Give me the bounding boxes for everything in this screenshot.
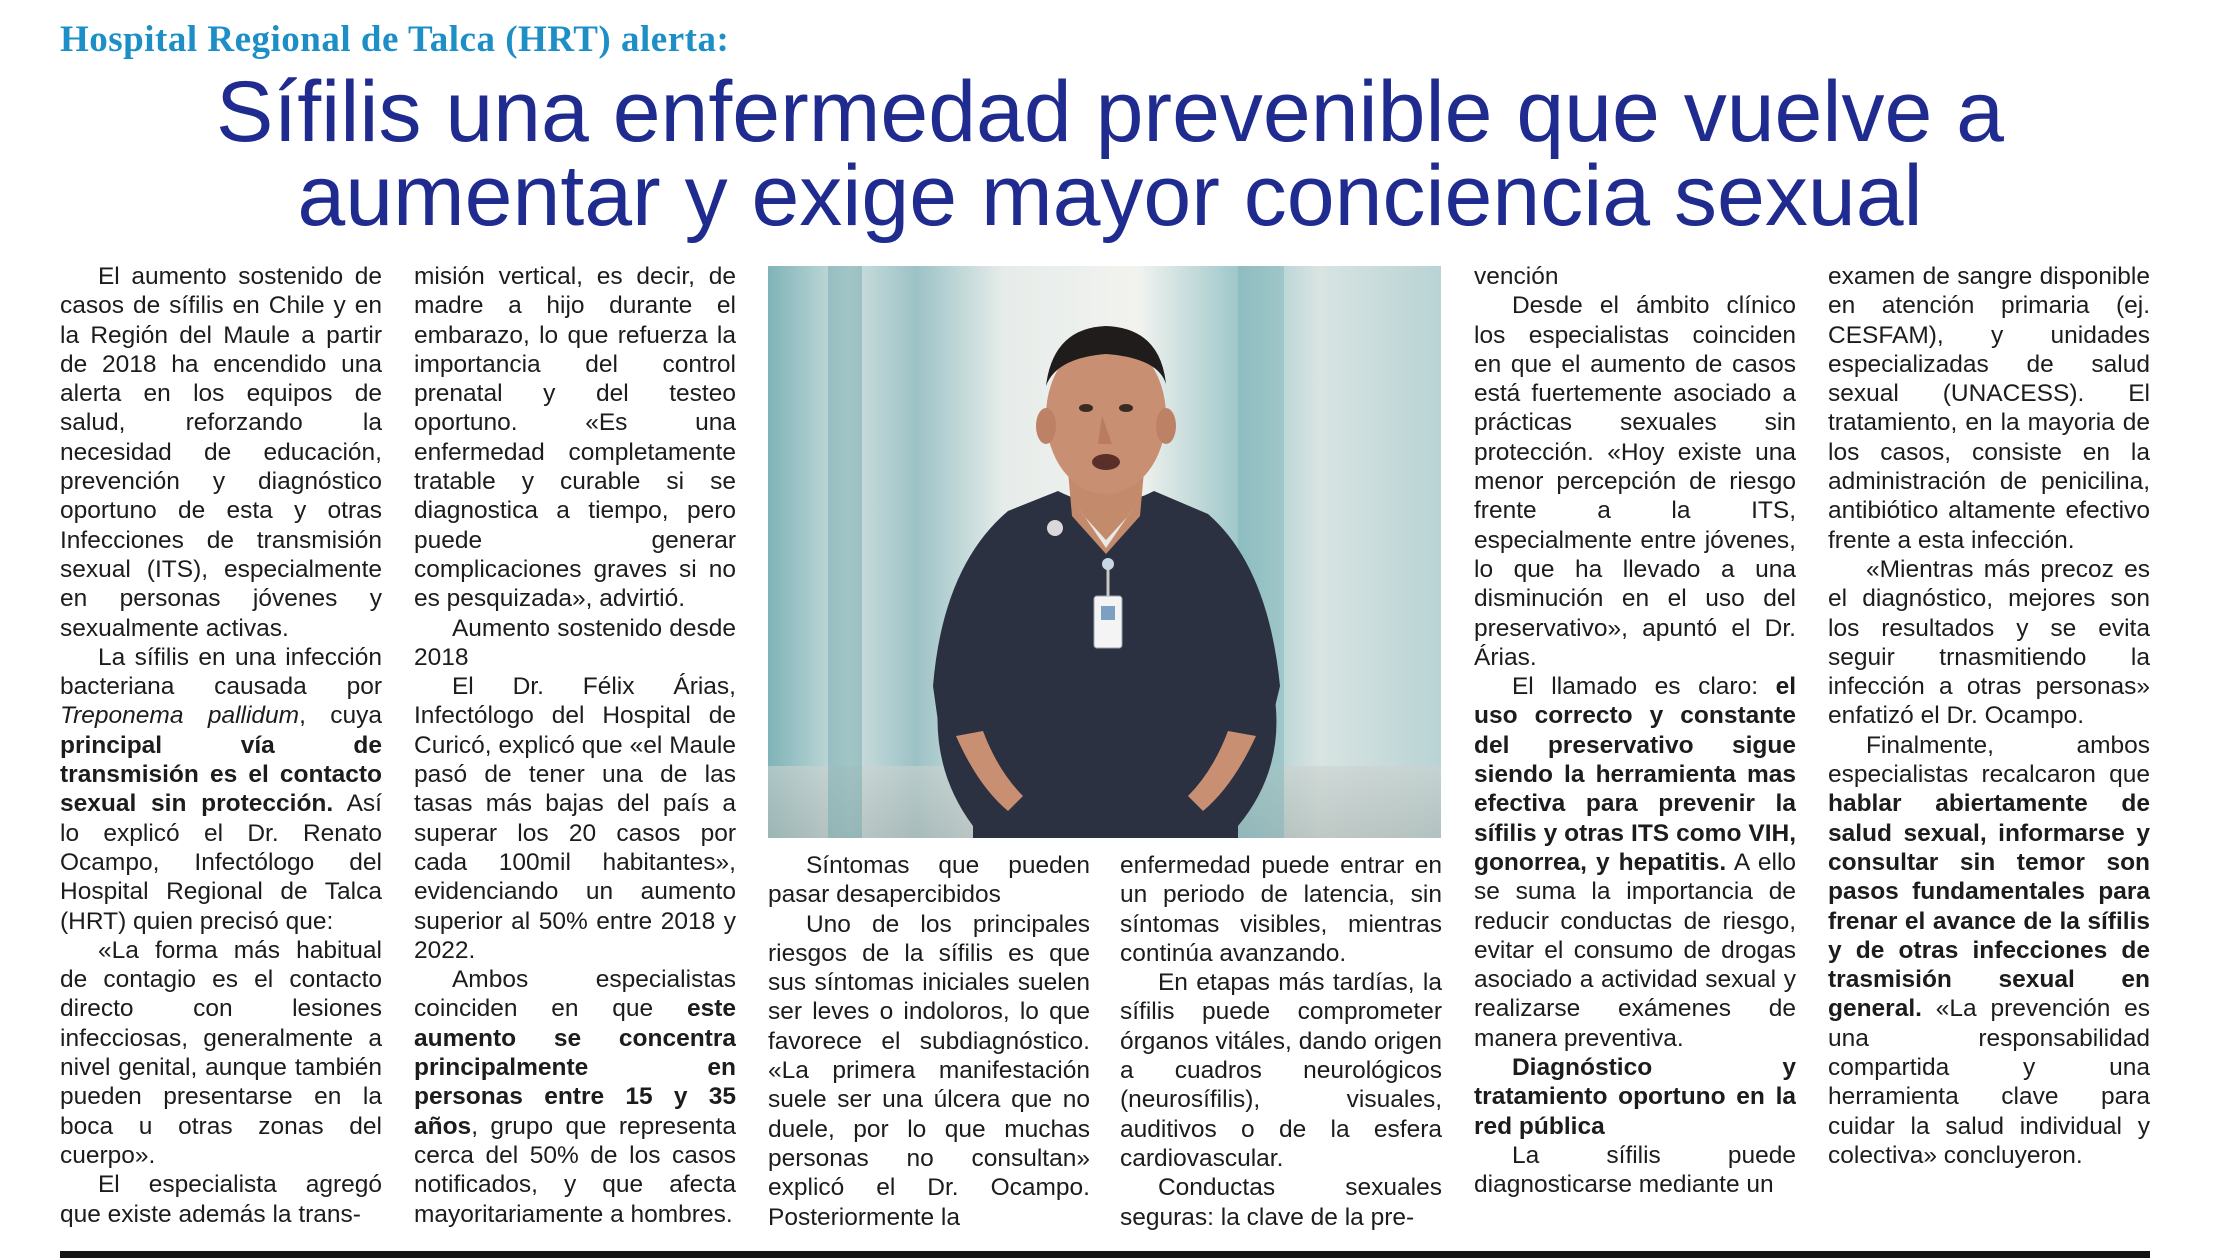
article-kicker: Hospital Regional de Talca (HRT) alerta: — [60, 19, 730, 60]
text-run: A ello se suma la importancia de reducir conductas de riesgo, evitar el consumo de drogas asociado a actividad sexual y realizarse exámenes de manera preventiva. — [1474, 848, 1796, 1052]
subheading: Diagnóstico y tratamiento oportuno en la red pública — [1474, 1054, 1796, 1140]
paragraph: Uno de los principales riesgos de la sífilis es que sus síntomas iniciales suelen ser leves o indoloros, lo que favorece el subdiagnóstico. «La primera manifestación suele ser una úlcera que no duele, por lo que muchas personas no consultan» explicó el Dr. Ocampo. Posteriormente la — [768, 910, 1090, 1231]
paragraph: vención — [1474, 263, 1559, 290]
text-run: El llamado es claro: — [1511, 673, 1776, 701]
paragraph: El aumento sostenido de casos de sífilis en Chile y en la Región del Maule a partir de 2018 ha encendido una alerta en los equipos de salud, reforzando la necesidad de educación, prevención y diagnóstico oportuno de esta y otras Infecciones de transmisión sexual (ITS), especialmente en personas jóvenes y sexualmente activas. — [60, 263, 382, 642]
article-column-1 — [60, 262, 382, 1232]
paragraph: misión vertical, es decir, de madre a hijo durante el embarazo, lo que refuerza la importancia del control prenatal y del testeo oportuno. «Es una enfermedad completamente tratable y curable si se diagnostica a tiempo, pero puede generar complicaciones graves si no es pesquizada», advirtió. — [414, 263, 736, 613]
paragraph: La sífilis puede diagnosticarse mediante un — [1474, 1141, 1796, 1199]
paragraph — [1474, 672, 1796, 1053]
bold-highlight: el uso correcto y constante del preservativo sigue siendo la herramienta mas efectiva para prevenir la sífilis y otras ITS como VIH, gonorrea, y hepatitis. — [1474, 673, 1796, 876]
paragraph — [414, 965, 736, 1229]
headline-line-1: Sífilis una enfermedad prevenible que vuelve a — [215, 64, 2005, 160]
text-run: Ambos especialistas coinciden en que — [414, 966, 736, 1023]
article-column-3b — [1120, 851, 1442, 1231]
quote-paragraph: «La forma más habitual de contagio es el contacto directo con lesiones infecciosas, generalmente a nivel genital, aunque también pueden presentarse en la boca u otras zonas del cuerpo». — [60, 936, 382, 1169]
text-run: La sífilis en una infección bacteriana causada por — [60, 643, 382, 701]
article-column-4 — [1474, 262, 1796, 1232]
headline-line-2: aumentar y exige mayor conciencia sexual — [297, 148, 1923, 244]
quote-paragraph: «Mientras más precoz es el diagnóstico, mejores son los resultados y se evita seguir trnasmitiendo la infección a otras personas» enfatizó el Dr. Ocampo. — [1828, 555, 2150, 730]
article-column-5 — [1828, 262, 2150, 1232]
subheading: Síntomas que pueden pasar desapercibidos — [768, 852, 1090, 909]
paragraph: El especialista agregó que existe además la trans- — [60, 1171, 382, 1228]
text-run: , grupo que representa cerca del 50% de los casos notificados, y que afecta mayoritariamente a hombres. — [414, 1112, 736, 1228]
species-name: Treponema pallidum — [60, 702, 300, 730]
article-photo — [768, 266, 1441, 838]
bold-highlight: este aumento se concentra principalmente en personas entre 15 y 35 años — [414, 995, 736, 1140]
text-run: Finalmente, ambos especialistas recalcaron que — [1828, 731, 2150, 789]
paragraph: El Dr. Félix Árias, Infectólogo del Hospital de Curicó, explicó que «el Maule pasó de tener una de las tasas más bajas del país a superar los 20 casos por cada 100mil habitantes», evidenciando un aumento superior al 50% entre 2018 y 2022. — [414, 673, 736, 964]
paragraph: Desde el ámbito clínico los especialistas coinciden en que el aumento de casos está fuertemente asociado a prácticas sexuales sin protección. «Hoy existe una menor percepción de riesgo frente a la ITS, especialmente entre jóvenes, lo que ha llevado a una disminución en el uso del preservativo», apuntó el Dr. Árias. — [1474, 292, 1796, 671]
article-column-2 — [414, 262, 736, 1232]
article-column-3a — [768, 851, 1090, 1231]
paragraph — [60, 643, 382, 936]
paragraph: En etapas más tardías, la sífilis puede comprometer órganos vitáles, dando origen a cuadros neurológicos (neurosífilis), visuales, auditivos o de la esfera cardiovascular. — [1120, 969, 1442, 1172]
text-run: Así lo explicó el Dr. Renato Ocampo, Infectólogo del Hospital Regional de Talca (HRT) quien precisó que: — [60, 790, 382, 935]
subheading: Conductas sexuales seguras: la clave de la pre- — [1120, 1174, 1442, 1231]
bold-highlight: hablar abiertamente de salud sexual, informarse y consultar sin temor son pasos fundamentales para frenar el avance de la sífilis y de otras infecciones de trasmisión sexual en general. — [1828, 790, 2150, 1023]
paragraph: enfermedad puede entrar en un periodo de latencia, sin síntomas visibles, mientras continúa avanzando. — [1120, 852, 1442, 967]
subheading: Aumento sostenido desde 2018 — [414, 614, 736, 671]
bottom-rule — [60, 1251, 2150, 1258]
doctor-photo-illustration — [768, 266, 1441, 838]
paragraph — [1828, 731, 2150, 1170]
text-run: , cuya — [299, 702, 382, 730]
bold-highlight: principal vía de transmisión es el contacto sexual sin protección. — [60, 731, 382, 818]
paragraph: examen de sangre disponible en atención primaria (ej. CESFAM), y unidades especializadas de salud sexual (UNACESS). El tratamiento, en la mayoria de los casos, consiste en la administración de penicilina, antibiótico altamente efectivo frente a esta infección. — [1828, 263, 2150, 554]
text-run: «La prevención es una responsabilidad compartida y una herramienta clave para cuidar la salud individual y colectiva» concluyeron. — [1828, 995, 2150, 1169]
